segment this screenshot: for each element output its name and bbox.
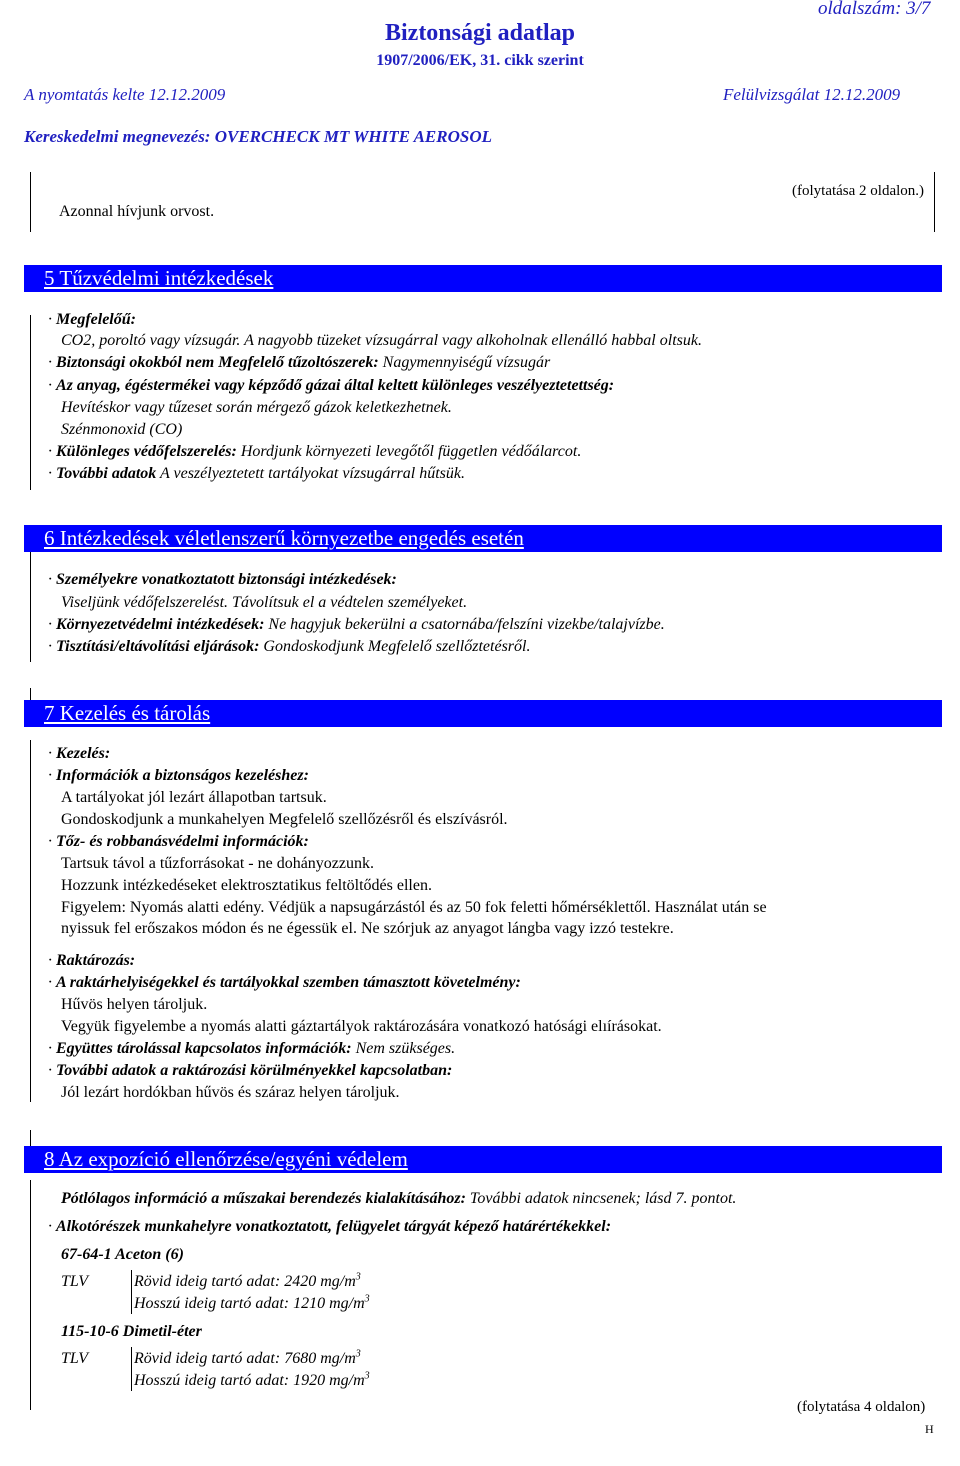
document-subtitle: 1907/2006/EK, 31. cikk szerint	[376, 52, 584, 69]
s6-line-1: · Személyekre vonatkoztatott biztonsági intézkedések:	[48, 571, 397, 588]
page-mark: H	[925, 1422, 934, 1436]
s7-line-12: Hűvös helyen tároljuk.	[61, 996, 208, 1013]
s5-line-1: · Megfelelőű:	[48, 311, 136, 328]
tlv-long-value: Hosszú ideig tartó adat: 1210 $mg/m^3$	[134, 1293, 370, 1312]
section-8-header: 8 Az expozíció ellenőrzése/egyéni védelem	[24, 1146, 942, 1173]
s7-line-8: Figyelem: Nyomás alatti edény. Védjük a napsugárzástól és az 50 fok feletti hőmérséklettől. Használat után se	[61, 899, 767, 916]
margin-rule	[30, 172, 31, 232]
s7-line-5: · Tőz- és robbanásvédelmi információk:	[48, 833, 309, 850]
tlv-label: TLV	[61, 1273, 88, 1290]
s5-line-5: Hevítéskor vagy tűzeset során mérgező gázok keletkezhetnek.	[61, 399, 452, 416]
s5-line-2: CO2, poroltó vagy vízsugár. A nagyobb tüzeket vízsugárral vagy alkoholnak ellenálló habbal oltsuk.	[61, 332, 702, 349]
margin-rule	[30, 315, 31, 490]
s5-line-6: Szénmonoxid (CO)	[61, 421, 183, 438]
tlv-short-value: Rövid ideig tartó adat: 7680 $mg/m^3$	[134, 1348, 361, 1367]
page-number: oldalszám: 3/7	[818, 0, 931, 19]
section-6-header: 6 Intézkedések véletlenszerű környezetbe engedés esetén	[24, 525, 942, 552]
s6-line-4: · Tisztítási/eltávolítási eljárások: Gondoskodjunk Megfelelő szellőztetésről.	[48, 638, 531, 655]
s5-line-3: · Biztonsági okokból nem Megfelelő tűzoltószerek: Nagymennyiségű vízsugár	[48, 354, 551, 371]
s7-line-10: · Raktározás:	[48, 952, 136, 969]
s8-line-2: · Alkotórészek munkahelyre vonatkoztatott, felügyelet tárgyát képező határértékekkel:	[48, 1218, 612, 1235]
s7-line-15: · További adatok a raktározási körülményekkel kapcsolatban:	[48, 1062, 453, 1079]
s6-line-3: · Környezetvédelmi intézkedések: Ne hagyjuk bekerülni a csatornába/felszíni vizekbe/talajvízbe.	[48, 616, 665, 633]
section-7-header: 7 Kezelés és tárolás	[24, 700, 942, 727]
s5-line-7: · Különleges védőfelszerelés: Hordjunk környezeti levegőtől független védőálarcot.	[48, 443, 582, 460]
print-date: A nyomtatás kelte 12.12.2009	[24, 85, 226, 104]
section-5-header: 5 Tűzvédelmi intézkedések	[24, 265, 942, 292]
tlv-bracket	[131, 1270, 132, 1314]
tlv-label: TLV	[61, 1350, 88, 1367]
margin-rule	[30, 740, 31, 1102]
margin-rule	[30, 552, 31, 662]
s6-line-2: Viseljünk védőfelszerelést. Távolítsuk el a védtelen személyeket.	[61, 594, 468, 611]
trade-name: Kereskedelmi megnevezés: OVERCHECK MT WHITE AEROSOL	[24, 127, 492, 146]
tlv-bracket	[131, 1347, 132, 1391]
s7-line-4: Gondoskodjunk a munkahelyen Megfelelő szellőzésről és elszívásról.	[61, 811, 508, 828]
s7-line-6: Tartsuk távol a tűzforrásokat - ne dohányozzunk.	[61, 855, 374, 872]
s7-line-14: · Együttes tárolással kapcsolatos információk: Nem szükséges.	[48, 1040, 456, 1057]
s8-line-1: Pótlólagos információ a műszakai berendezés kialakításához: További adatok nincsenek; lásd 7. pontot.	[61, 1190, 737, 1207]
s5-line-4: · Az anyag, égéstermékei vagy képződő gázai által keltett különleges veszélyeztetettség:	[48, 377, 615, 394]
document-title: Biztonsági adatlap	[384, 20, 576, 46]
s7-line-16: Jól lezárt hordókban hűvös és száraz helyen tároljuk.	[61, 1084, 400, 1101]
s7-line-7: Hozzunk intézkedéseket elektrosztatikus feltöltődés ellen.	[61, 877, 432, 894]
substance-name: 115-10-6 Dimetil-éter	[61, 1323, 202, 1340]
s7-line-2: · Információk a biztonságos kezeléshez:	[48, 767, 309, 784]
s7-line-3: A tartályokat jól lezárt állapotban tartsuk.	[61, 789, 327, 806]
s7-line-13: Vegyük figyelembe a nyomás alatti gáztartályok raktározására vonatkozó hatósági elıírásokat.	[61, 1018, 662, 1035]
margin-rule	[934, 172, 935, 232]
revision-date: Felülvizsgálat 12.12.2009	[723, 85, 901, 104]
s7-line-11: · A raktárhelyiségekkel és tartályokkal szemben támasztott követelmény:	[48, 974, 521, 991]
tlv-short-value: Rövid ideig tartó adat: 2420 $mg/m^3$	[134, 1271, 361, 1290]
s5-line-8: · További adatok A veszélyeztetett tartályokat vízsugárral hűtsük.	[48, 465, 465, 482]
continuation-text: Azonnal hívjunk orvost.	[59, 203, 215, 220]
substance-name: 67-64-1 Aceton (6)	[61, 1246, 184, 1263]
margin-rule	[30, 1180, 31, 1410]
s7-line-1: · Kezelés:	[48, 745, 111, 762]
continuation-footer: (folytatása 4 oldalon)	[797, 1399, 926, 1415]
continuation-note: (folytatása 2 oldalon.)	[792, 183, 925, 199]
tlv-long-value: Hosszú ideig tartó adat: 1920 $mg/m^3$	[134, 1370, 370, 1389]
s7-line-9: nyissuk fel erőszakos módon és ne égessük el. Ne szórjuk az anyagot lángba vagy izzó testekre.	[61, 920, 674, 937]
